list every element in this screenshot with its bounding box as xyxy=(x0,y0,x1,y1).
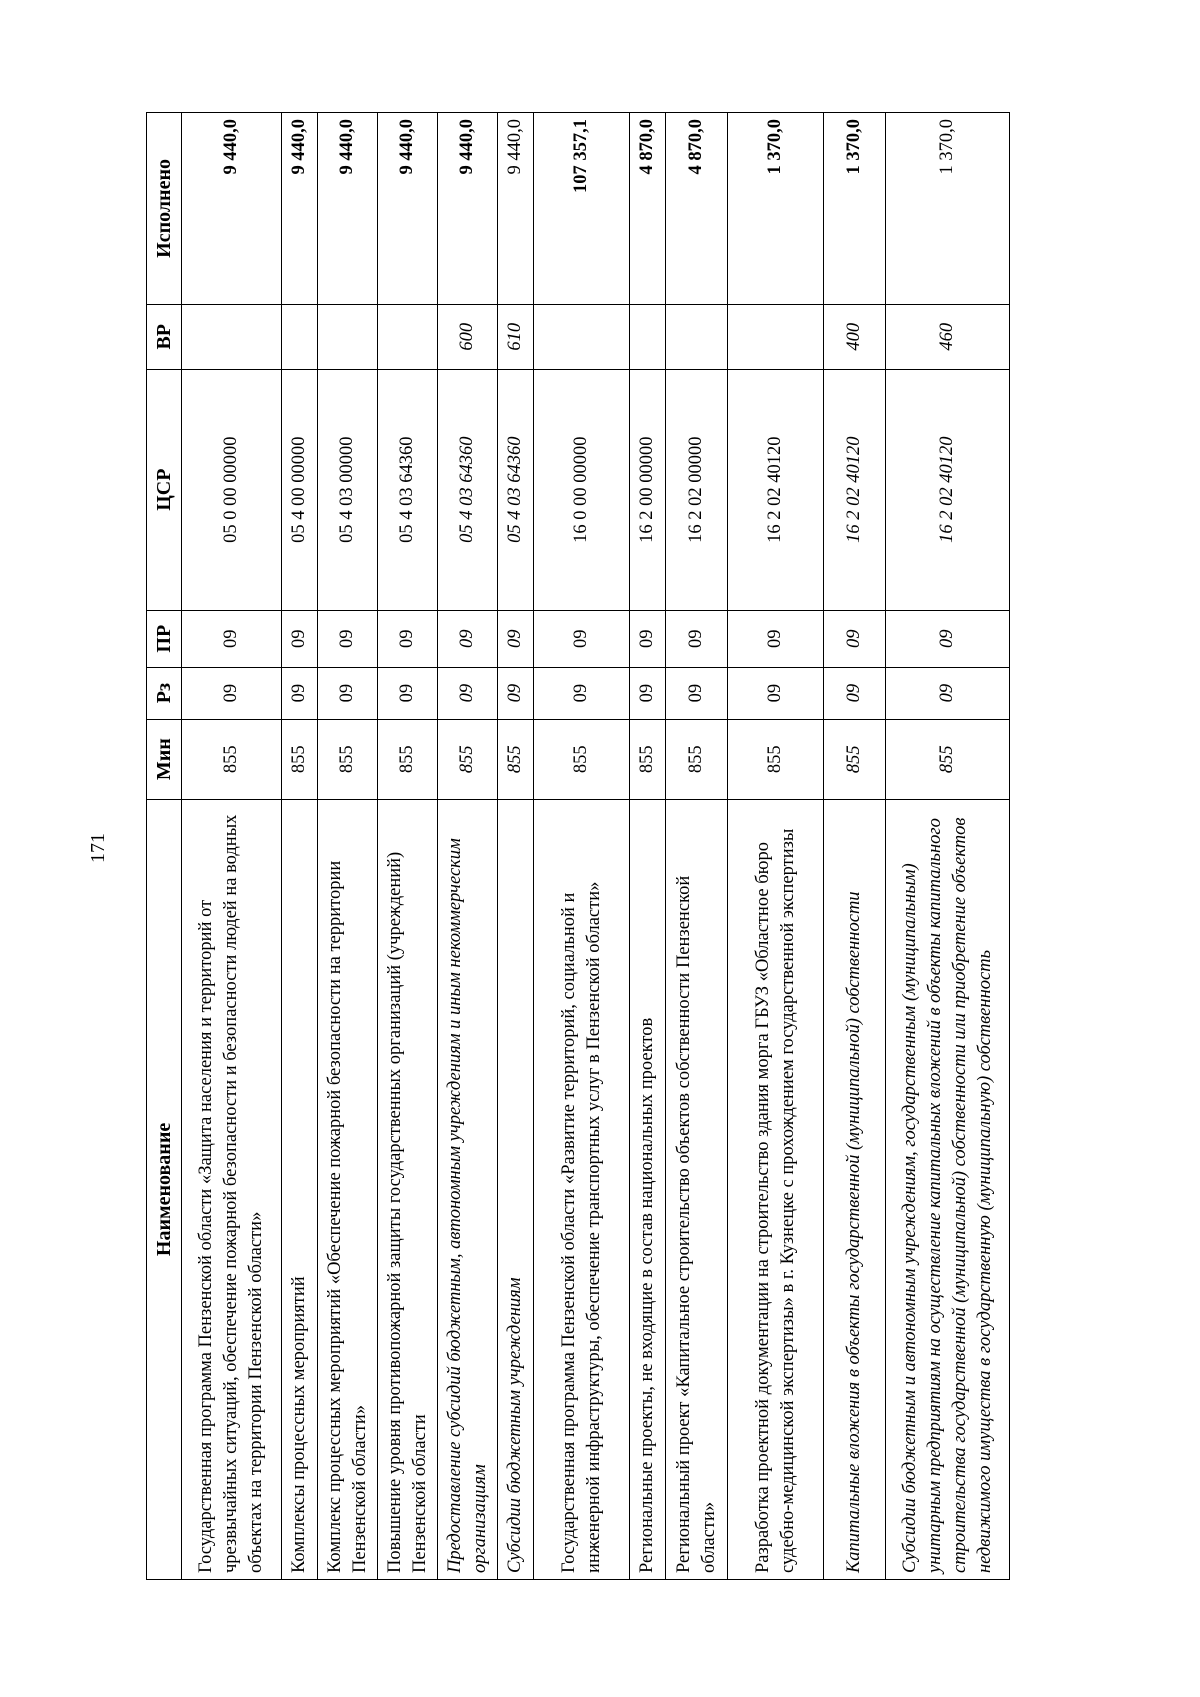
table-row xyxy=(182,113,282,1580)
cell-name: Региональный проект «Капитальное строительство объектов собственности Пензенской области» xyxy=(666,799,728,1579)
header-rz: Рз xyxy=(147,667,182,719)
header-vr: ВР xyxy=(147,304,182,369)
cell-done: 9 440,0 xyxy=(282,113,318,305)
cell-pr: 09 xyxy=(182,610,282,667)
cell-vr xyxy=(318,304,378,369)
cell-vr xyxy=(182,304,282,369)
cell-done: 9 440,0 xyxy=(438,113,498,305)
cell-min: 855 xyxy=(824,719,886,799)
cell-rz: 09 xyxy=(824,667,886,719)
cell-min: 855 xyxy=(666,719,728,799)
cell-min: 855 xyxy=(438,719,498,799)
cell-rz: 09 xyxy=(378,667,438,719)
cell-name: Региональные проекты, не входящие в состав национальных проектов xyxy=(630,799,666,1579)
cell-csr: 05 0 00 00000 xyxy=(182,369,282,610)
cell-name: Комплекс процессных мероприятий «Обеспечение пожарной безопасности на территории Пензенской области» xyxy=(318,799,378,1579)
cell-min: 855 xyxy=(886,719,1010,799)
cell-done: 1 370,0 xyxy=(886,113,1010,305)
cell-csr: 16 2 02 40120 xyxy=(728,369,824,610)
cell-done: 1 370,0 xyxy=(728,113,824,305)
table-row xyxy=(534,113,630,1580)
cell-csr: 16 2 02 40120 xyxy=(886,369,1010,610)
cell-pr: 09 xyxy=(666,610,728,667)
cell-pr: 09 xyxy=(438,610,498,667)
cell-pr: 09 xyxy=(378,610,438,667)
table-header-row xyxy=(147,113,182,1580)
table-row xyxy=(318,113,378,1580)
cell-csr: 05 4 03 64360 xyxy=(438,369,498,610)
cell-csr: 05 4 00 00000 xyxy=(282,369,318,610)
table-row xyxy=(438,113,498,1580)
table-row xyxy=(886,113,1010,1580)
cell-pr: 09 xyxy=(318,610,378,667)
cell-done: 9 440,0 xyxy=(182,113,282,305)
cell-rz: 09 xyxy=(182,667,282,719)
cell-pr: 09 xyxy=(630,610,666,667)
cell-vr xyxy=(282,304,318,369)
cell-csr: 16 2 02 00000 xyxy=(666,369,728,610)
cell-csr: 16 2 02 40120 xyxy=(824,369,886,610)
cell-min: 855 xyxy=(318,719,378,799)
table-row xyxy=(378,113,438,1580)
cell-vr: 460 xyxy=(886,304,1010,369)
cell-pr: 09 xyxy=(282,610,318,667)
cell-pr: 09 xyxy=(534,610,630,667)
cell-pr: 09 xyxy=(728,610,824,667)
cell-min: 855 xyxy=(498,719,534,799)
table-row xyxy=(630,113,666,1580)
header-csr: ЦСР xyxy=(147,369,182,610)
cell-rz: 09 xyxy=(728,667,824,719)
cell-min: 855 xyxy=(378,719,438,799)
cell-vr: 400 xyxy=(824,304,886,369)
cell-min: 855 xyxy=(534,719,630,799)
cell-done: 4 870,0 xyxy=(630,113,666,305)
cell-vr: 610 xyxy=(498,304,534,369)
cell-vr xyxy=(630,304,666,369)
cell-done: 9 440,0 xyxy=(498,113,534,305)
cell-name: Комплексы процессных мероприятий xyxy=(282,799,318,1579)
rotated-table-frame xyxy=(146,112,995,1580)
cell-name: Субсидии бюджетным и автономным учреждениям, государственным (муниципальным) унитарным предприятиям на осуществление капитальных вложений в объекты капитального строительства государственной (муниципальной) собственности или приобретение объектов недвижимого имущества в государственную (муниципальную) собственность xyxy=(886,799,1010,1579)
page-number: 171 xyxy=(87,833,109,863)
table-row xyxy=(728,113,824,1580)
rotated-table-container xyxy=(146,112,995,1580)
cell-rz: 09 xyxy=(666,667,728,719)
cell-done: 1 370,0 xyxy=(824,113,886,305)
table-row xyxy=(498,113,534,1580)
table-row xyxy=(666,113,728,1580)
table-row xyxy=(824,113,886,1580)
cell-name: Капитальные вложения в объекты государственной (муниципальной) собственности xyxy=(824,799,886,1579)
cell-pr: 09 xyxy=(824,610,886,667)
table-row xyxy=(282,113,318,1580)
cell-rz: 09 xyxy=(498,667,534,719)
header-name: Наименование xyxy=(147,799,182,1579)
header-min: Мин xyxy=(147,719,182,799)
cell-rz: 09 xyxy=(630,667,666,719)
cell-rz: 09 xyxy=(886,667,1010,719)
cell-vr xyxy=(666,304,728,369)
cell-done: 4 870,0 xyxy=(666,113,728,305)
cell-csr: 05 4 03 64360 xyxy=(498,369,534,610)
cell-done: 107 357,1 xyxy=(534,113,630,305)
header-pr: ПР xyxy=(147,610,182,667)
cell-csr: 05 4 03 64360 xyxy=(378,369,438,610)
cell-min: 855 xyxy=(630,719,666,799)
cell-name: Разработка проектной документации на строительство здания морга ГБУЗ «Областное бюро судебно-медицинской экспертизы» в г. Кузнецке с прохождением государственной экспертизы xyxy=(728,799,824,1579)
cell-pr: 09 xyxy=(886,610,1010,667)
cell-name: Государственная программа Пензенской области «Развитие территорий, социальной и инженерной инфраструктуры, обеспечение транспортных услуг в Пензенской области» xyxy=(534,799,630,1579)
header-done: Исполнено xyxy=(147,113,182,305)
cell-vr xyxy=(534,304,630,369)
cell-csr: 16 0 00 00000 xyxy=(534,369,630,610)
cell-min: 855 xyxy=(282,719,318,799)
cell-name: Государственная программа Пензенской области «Защита населения и территорий от чрезвычайных ситуаций, обеспечение пожарной безопасности и безопасности людей на водных объектах на территории Пензенской области» xyxy=(182,799,282,1579)
cell-done: 9 440,0 xyxy=(318,113,378,305)
cell-csr: 05 4 03 00000 xyxy=(318,369,378,610)
budget-table xyxy=(146,112,1010,1580)
cell-done: 9 440,0 xyxy=(378,113,438,305)
cell-min: 855 xyxy=(182,719,282,799)
cell-rz: 09 xyxy=(438,667,498,719)
cell-name: Субсидии бюджетным учреждениям xyxy=(498,799,534,1579)
cell-csr: 16 2 00 00000 xyxy=(630,369,666,610)
cell-vr xyxy=(378,304,438,369)
cell-pr: 09 xyxy=(498,610,534,667)
cell-vr xyxy=(728,304,824,369)
cell-name: Повышение уровня противопожарной защиты государственных организаций (учреждений) Пензенской области xyxy=(378,799,438,1579)
cell-name: Предоставление субсидий бюджетным, автономным учреждениям и иным некоммерческим организациям xyxy=(438,799,498,1579)
cell-min: 855 xyxy=(728,719,824,799)
cell-vr: 600 xyxy=(438,304,498,369)
cell-rz: 09 xyxy=(534,667,630,719)
cell-rz: 09 xyxy=(282,667,318,719)
cell-rz: 09 xyxy=(318,667,378,719)
